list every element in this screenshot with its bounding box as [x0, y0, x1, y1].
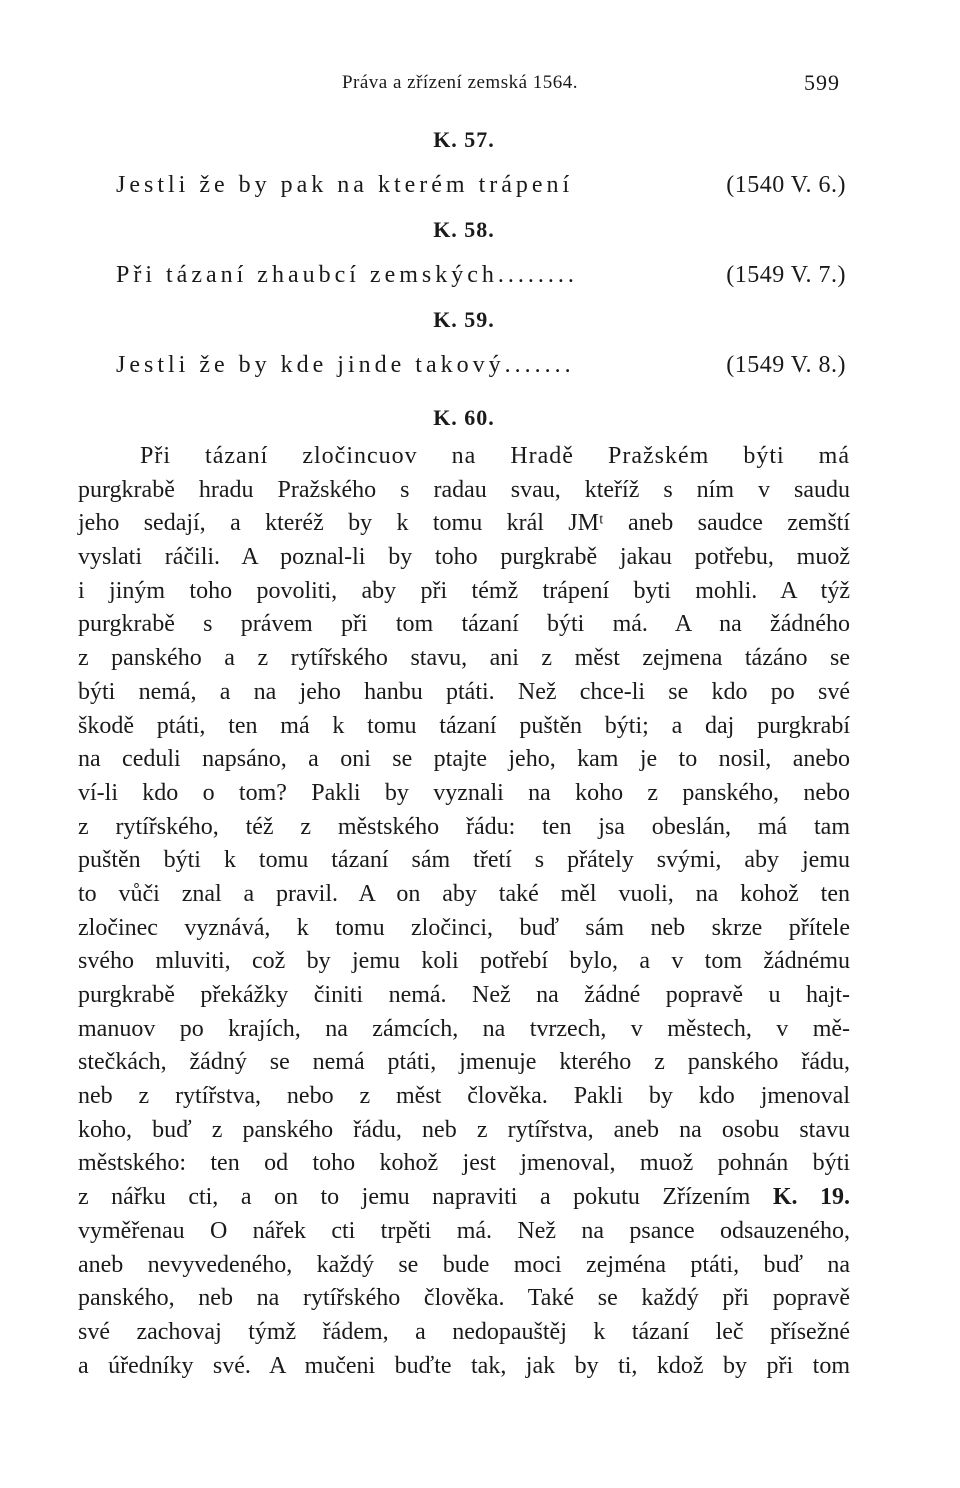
- body-line-text: z nářku cti, a on to jemu napraviti a pokutu Zřízením: [78, 1184, 751, 1211]
- entry-line: [78, 340, 850, 390]
- entry-line: [78, 160, 850, 210]
- body-line: ví-li kdo o tom? Pakli by vyznali na koho z panského, nebo: [78, 779, 850, 806]
- page-number: 599: [804, 70, 840, 95]
- body-line: vyměřenau O nářek cti trpěti má. Než na psance odsauzeného,: [78, 1217, 850, 1244]
- entry-text: Jestli že by pak na kterém trápení: [116, 172, 574, 198]
- body-line: purgkrabě překážky činiti nemá. Než na žádné popravě u hajt-: [78, 982, 850, 1008]
- body-line: škodě ptáti, ten má k tomu tázaní puštěn býti; a daj purgkrabí: [78, 712, 850, 739]
- running-title: Práva a zřízení zemská 1564.: [341, 72, 579, 93]
- entry-text: Jestli že by kde jinde takový.......: [116, 352, 575, 378]
- body-line: na ceduli napsáno, a oni se ptajte jeho, kam je to nosil, anebo: [78, 746, 850, 773]
- entry-reference: (1549 V. 7.): [726, 262, 846, 288]
- body-line: purgkrabě s právem při tom tázaní býti má. A na žádného: [78, 611, 850, 638]
- body-line: koho, buď z panského řádu, neb z rytířstva, aneb na osobu stavu: [78, 1116, 850, 1143]
- body-line: své zachovaj týmž řádem, a nedopauštěj k tázaní leč přísežné: [78, 1318, 850, 1345]
- section-heading: K. 57.: [433, 127, 495, 152]
- body-line: z rytířského, též z městského řádu: ten jsa obeslán, má tam: [78, 813, 850, 840]
- body-line: stečkách, žádný se nemá ptáti, jmenuje kterého z panského řádu,: [78, 1049, 850, 1076]
- entry-reference: (1549 V. 8.): [726, 352, 846, 378]
- inline-reference: K. 19.: [772, 1184, 850, 1211]
- entry-reference: (1540 V. 6.): [726, 172, 846, 198]
- body-line: aneb nevyvedeného, každý se bude moci zejména ptáti, buď na: [78, 1251, 850, 1278]
- body-line: puštěn býti k tomu tázaní sám třetí s přátely svými, aby jemu: [78, 847, 850, 874]
- body-line: purgkrabě hradu Pražského s radau svau, kteříž s ním v saudu: [78, 476, 850, 503]
- body-line: městského: ten od toho kohož jest jmenoval, muož pohnán býti: [78, 1150, 850, 1177]
- page-content: [78, 120, 850, 1383]
- body-line: panského, neb na rytířského člověka. Také se každý při popravě: [78, 1285, 850, 1312]
- body-line: zločinec vyznává, k tomu zločinci, buď sám neb skrze přítele: [78, 914, 850, 941]
- body-line: svého mluviti, což by jemu koli potřebí bylo, a v tom žádnému: [78, 948, 850, 975]
- entry-line: [78, 250, 850, 300]
- section-heading: K. 60.: [433, 405, 495, 430]
- body-line: vyslati ráčili. A poznal-li by toho purgkrabě jakau potřebu, muož: [78, 544, 850, 571]
- body-line: i jiným toho povoliti, aby při témž trápení byti mohli. A týž: [78, 577, 850, 604]
- body-line: býti nemá, a na jeho hanbu ptáti. Než chce-li se kdo po své: [78, 678, 850, 705]
- body-line: jeho sedají, a kteréž by k tomu král JMᵗ aneb saudce zemští: [78, 510, 850, 537]
- entry-text: Při tázaní zhaubcí zemských........: [116, 262, 578, 288]
- body-line: a úředníky své. A mučeni buďte tak, jak by ti, kdož by při tom: [78, 1352, 850, 1379]
- body-line: neb z rytířstva, nebo z měst člověka. Pakli by kdo jmenoval: [78, 1083, 850, 1110]
- body-line: to vůči znal a pravil. A on aby také měl vuoli, na kohož ten: [78, 880, 850, 907]
- body-line: manuov po krajích, na zámcích, na tvrzech, v městech, v mě-: [78, 1015, 850, 1042]
- section-heading: K. 58.: [433, 217, 495, 242]
- running-header: [0, 72, 960, 102]
- body-paragraph: [78, 440, 850, 1383]
- body-line-with-ref: [78, 1181, 850, 1215]
- body-line: z panského a z rytířského stavu, ani z měst zejmena tázáno se: [78, 645, 850, 672]
- section-heading: K. 59.: [433, 307, 495, 332]
- body-line: Při tázaní zločincuov na Hradě Pražském býti má: [140, 443, 850, 469]
